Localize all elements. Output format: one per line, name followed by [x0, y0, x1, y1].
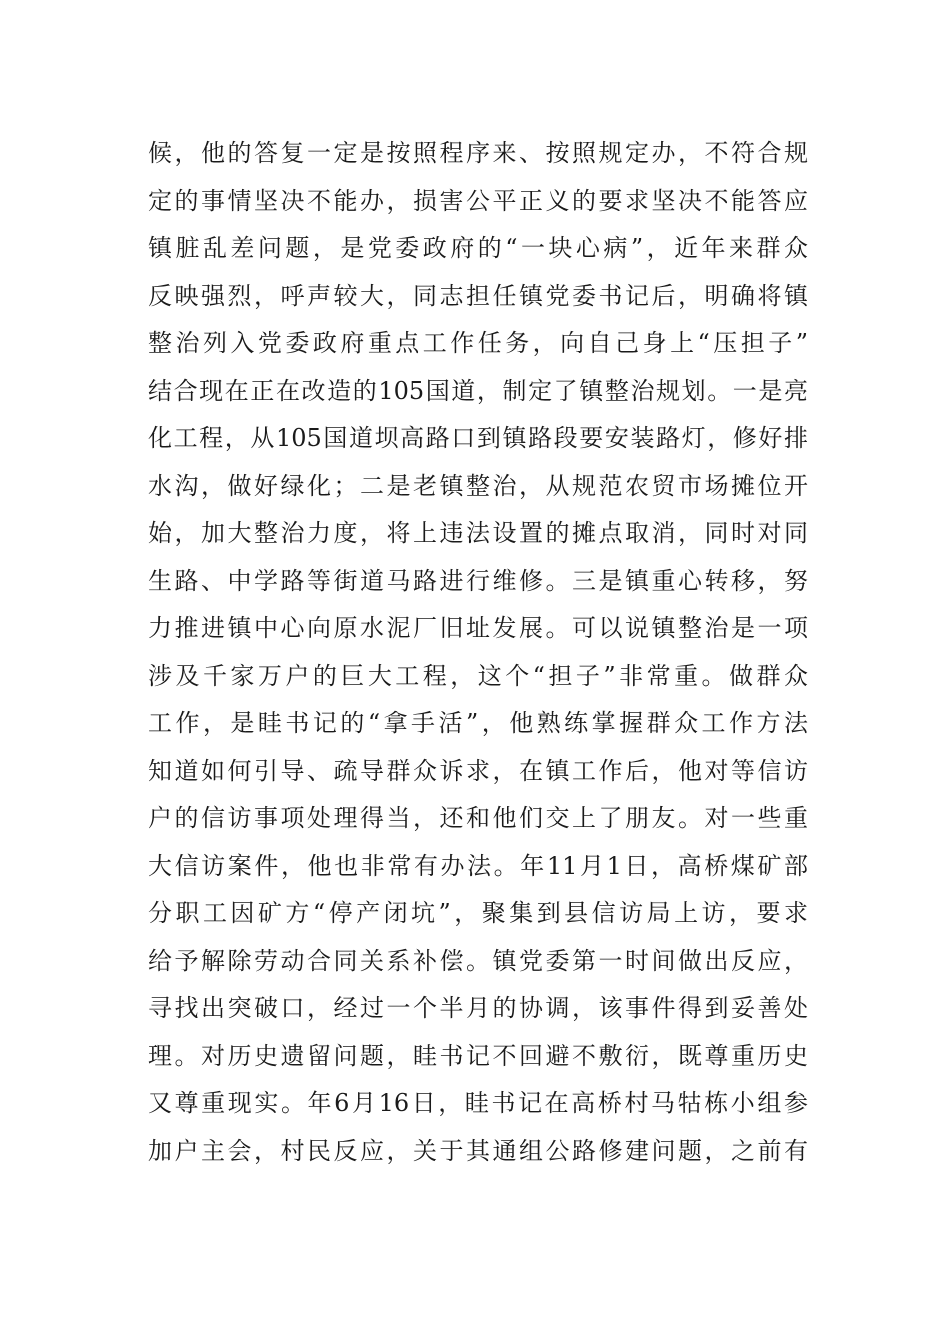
text-line: 工作，是眭书记的“拿手活”，他熟练掌握群众工作方法 [148, 709, 808, 737]
text-line: 反映强烈，呼声较大，同志担任镇党委书记后，明确将镇 [148, 281, 808, 310]
text-line: 分职工因矿方“停产闭坑”，聚集到县信访局上访，要求 [148, 899, 808, 927]
text-line: 户的信访事项处理得当，还和他们交上了朋友。对一些重 [148, 804, 808, 832]
text-line: 定的事情坚决不能办，损害公平正义的要求坚决不能答应 [148, 186, 808, 215]
text-line: 又尊重现实。年6月16日，眭书记在高桥村马牯栋小组参 [148, 1089, 808, 1117]
text-line: 镇脏乱差问题，是党委政府的“一块心病”，近年来群众 [148, 234, 808, 262]
text-line: 整治列入党委政府重点工作任务，向自己身上“压担子” [148, 329, 808, 357]
text-line: 生路、中学路等街道马路进行维修。三是镇重心转移，努 [148, 566, 808, 595]
text-line: 始，加大整治力度，将上违法设置的摊点取消，同时对同 [148, 519, 808, 547]
text-line: 大信访案件，他也非常有办法。年11月1日，高桥煤矿部 [148, 851, 808, 880]
text-line: 力推进镇中心向原水泥厂旧址发展。可以说镇整治是一项 [148, 614, 808, 642]
text-line: 候，他的答复一定是按照程序来、按照规定办，不符合规 [148, 139, 808, 167]
text-line: 理。对历史遗留问题，眭书记不回避不敷衍，既尊重历史 [148, 1041, 808, 1070]
text-line: 结合现在正在改造的105国道，制定了镇整治规划。一是亮 [148, 376, 808, 405]
text-line: 涉及千家万户的巨大工程，这个“担子”非常重。做群众 [148, 661, 808, 690]
text-line: 水沟，做好绿化；二是老镇整治，从规范农贸市场摊位开 [148, 471, 808, 500]
text-line: 加户主会，村民反应，关于其通组公路修建问题，之前有 [148, 1136, 808, 1165]
text-line: 化工程，从105国道坝高路口到镇路段要安装路灯，修好排 [148, 424, 808, 452]
body-paragraph [148, 130, 808, 1175]
text-line: 寻找出突破口，经过一个半月的协调，该事件得到妥善处 [148, 994, 808, 1022]
text-line: 给予解除劳动合同关系补偿。镇党委第一时间做出反应， [148, 946, 808, 975]
text-line: 知道如何引导、疏导群众诉求，在镇工作后，他对等信访 [148, 756, 808, 785]
